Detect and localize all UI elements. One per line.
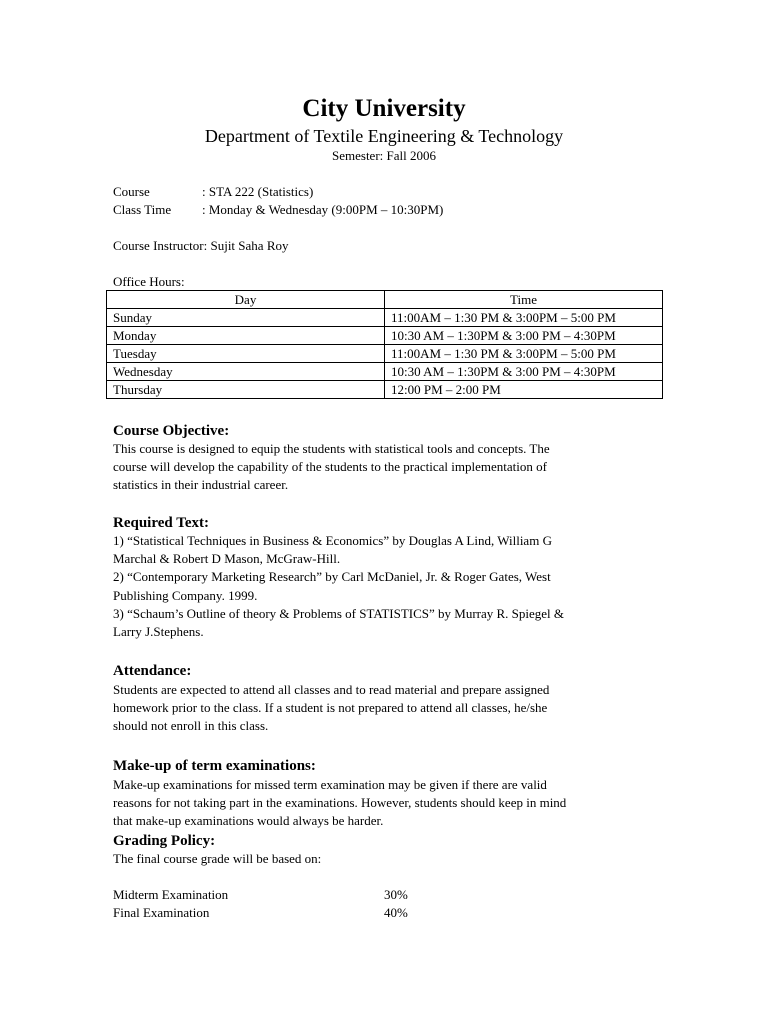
course-label: Course [113, 184, 150, 199]
day-cell: Monday [107, 327, 385, 345]
objective-heading: Course Objective: [113, 423, 230, 439]
makeup-paragraph [113, 776, 658, 831]
grade-item-label: Final Examination [113, 905, 210, 920]
office-hours-table [106, 290, 663, 399]
column-header-day: Day [107, 291, 385, 309]
paragraph-line: that make-up examinations would always be harder. [113, 813, 384, 829]
table-header-row [107, 291, 663, 309]
objective-paragraph [113, 440, 658, 495]
column-header-time: Time [385, 291, 663, 309]
day-cell: Thursday [107, 381, 385, 399]
table-row [107, 363, 663, 381]
time-cell: 10:30 AM – 1:30PM & 3:00 PM – 4:30PM [385, 327, 663, 345]
list-item: 1) “Statistical Techniques in Business & Economics” by Douglas A Lind, William G [113, 533, 552, 548]
list-item: Marchal & Robert D Mason, McGraw-Hill. [113, 551, 341, 567]
grading-intro: The final course grade will be based on: [113, 851, 322, 866]
paragraph-line: Make-up examinations for missed term examination may be given if there are valid [113, 777, 547, 792]
paragraph-line: reasons for not taking part in the examinations. However, students should keep in mind [113, 795, 567, 811]
paragraph-line: homework prior to the class. If a student is not prepared to attend all classes, he/she [113, 700, 548, 716]
time-cell: 11:00AM – 1:30 PM & 3:00PM – 5:00 PM [385, 309, 663, 327]
makeup-heading: Make-up of term examinations: [113, 758, 316, 774]
class-time-label: Class Time [113, 202, 172, 217]
required-text-heading: Required Text: [113, 515, 209, 531]
list-item: Larry J.Stephens. [113, 624, 204, 640]
paragraph-line: This course is designed to equip the students with statistical tools and concepts. The [113, 441, 550, 456]
time-cell: 10:30 AM – 1:30PM & 3:00 PM – 4:30PM [385, 363, 663, 381]
course-value: : STA 222 (Statistics) [202, 184, 314, 199]
table-row [107, 345, 663, 363]
table-row [107, 327, 663, 345]
day-cell: Wednesday [107, 363, 385, 381]
instructor-line: Course Instructor: Sujit Saha Roy [113, 238, 289, 253]
day-cell: Sunday [107, 309, 385, 327]
class-time-value: : Monday & Wednesday (9:00PM – 10:30PM) [202, 202, 444, 217]
paragraph-line: statistics in their industrial career. [113, 477, 289, 493]
semester-label: Semester: Fall 2006 [332, 148, 436, 163]
day-cell: Tuesday [107, 345, 385, 363]
table-row [107, 381, 663, 399]
required-text-list [113, 532, 658, 641]
university-title: City University [302, 95, 466, 122]
list-item: 2) “Contemporary Marketing Research” by Carl McDaniel, Jr. & Roger Gates, West [113, 569, 551, 585]
time-cell: 11:00AM – 1:30 PM & 3:00PM – 5:00 PM [385, 345, 663, 363]
grade-item-value: 40% [384, 905, 408, 920]
grade-item-value: 30% [384, 887, 408, 902]
paragraph-line: should not enroll in this class. [113, 718, 269, 734]
grade-item-label: Midterm Examination [113, 887, 229, 902]
attendance-heading: Attendance: [113, 663, 192, 679]
attendance-paragraph [113, 681, 658, 736]
office-hours-title: Office Hours: [113, 274, 185, 289]
department-title: Department of Textile Engineering & Technology [204, 126, 564, 146]
paragraph-line: course will develop the capability of the students to the practical implementation of [113, 459, 547, 475]
grading-heading: Grading Policy: [113, 833, 216, 849]
paragraph-line: Students are expected to attend all classes and to read material and prepare assigned [113, 682, 550, 697]
list-item: Publishing Company. 1999. [113, 587, 258, 603]
time-cell: 12:00 PM – 2:00 PM [385, 381, 663, 399]
table-row [107, 309, 663, 327]
list-item: 3) “Schaum’s Outline of theory & Problems of STATISTICS” by Murray R. Spiegel & [113, 605, 565, 621]
